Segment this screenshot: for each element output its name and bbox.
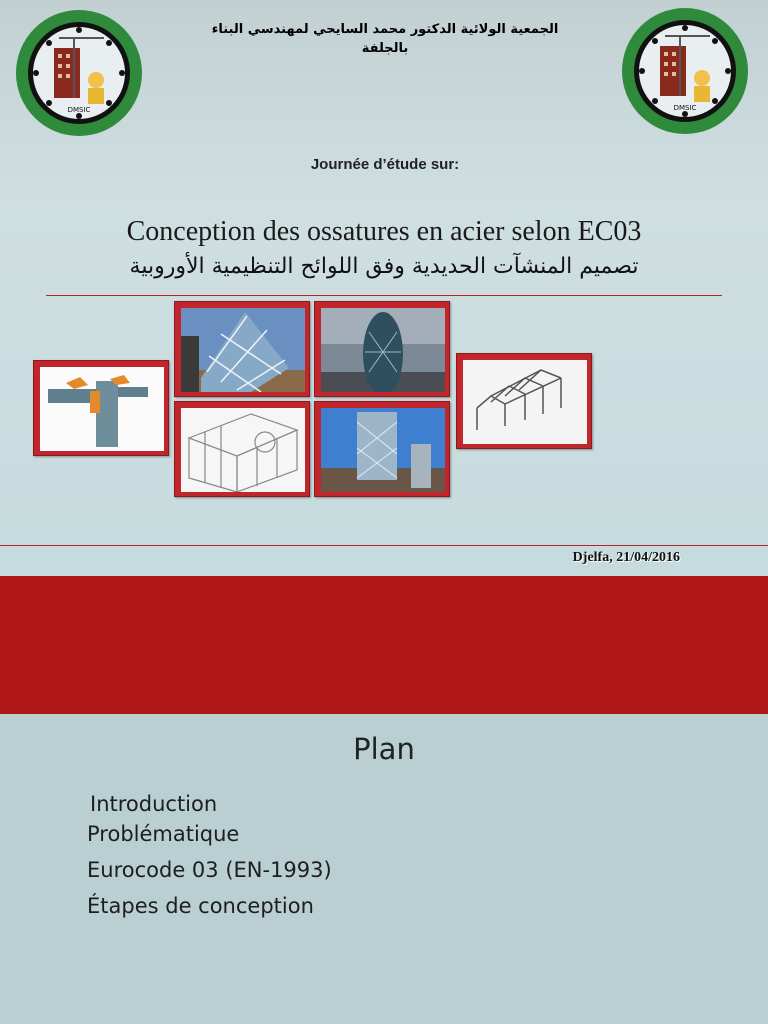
event-date: Djelfa, 21/04/2016	[572, 550, 680, 565]
plan-item-introduction: Introduction	[90, 792, 218, 816]
plan-item-etapes: Étapes de conception	[87, 894, 314, 918]
study-day-intro: Journée d’étude sur:	[310, 156, 460, 173]
logo-caption: DMSIC	[67, 106, 91, 114]
photo-3d-steel-model	[174, 401, 310, 497]
title-divider	[46, 295, 722, 296]
plan-item-eurocode: Eurocode 03 (EN-1993)	[87, 858, 332, 882]
plan-title: Plan	[353, 732, 415, 766]
association-logo-right	[620, 6, 750, 136]
photo-diagrid-tower	[174, 301, 310, 397]
red-banner	[0, 576, 768, 714]
logo-caption: DMSIC	[673, 104, 697, 112]
photo-steel-frame-structure	[456, 353, 592, 449]
association-name	[180, 20, 590, 58]
association-logo-left	[14, 8, 144, 138]
association-line-1: الجمعية الولائية الدكتور محمد السايحي لمهندسي البناء	[211, 22, 559, 37]
plan-item-problematique: Problématique	[87, 822, 240, 846]
date-divider	[0, 545, 768, 546]
photo-glass-tower	[314, 401, 450, 497]
title-arabic: تصميم المنشآت الحديدية وفق اللوائح التنظيمية الأوروبية	[129, 254, 639, 279]
association-line-2: بالجلفة	[361, 41, 409, 56]
title-french: Conception des ossatures en acier selon EC03	[126, 216, 642, 247]
photo-gherkin-tower	[314, 301, 450, 397]
photo-steel-connection	[33, 360, 169, 456]
plan-slide	[0, 714, 768, 1024]
